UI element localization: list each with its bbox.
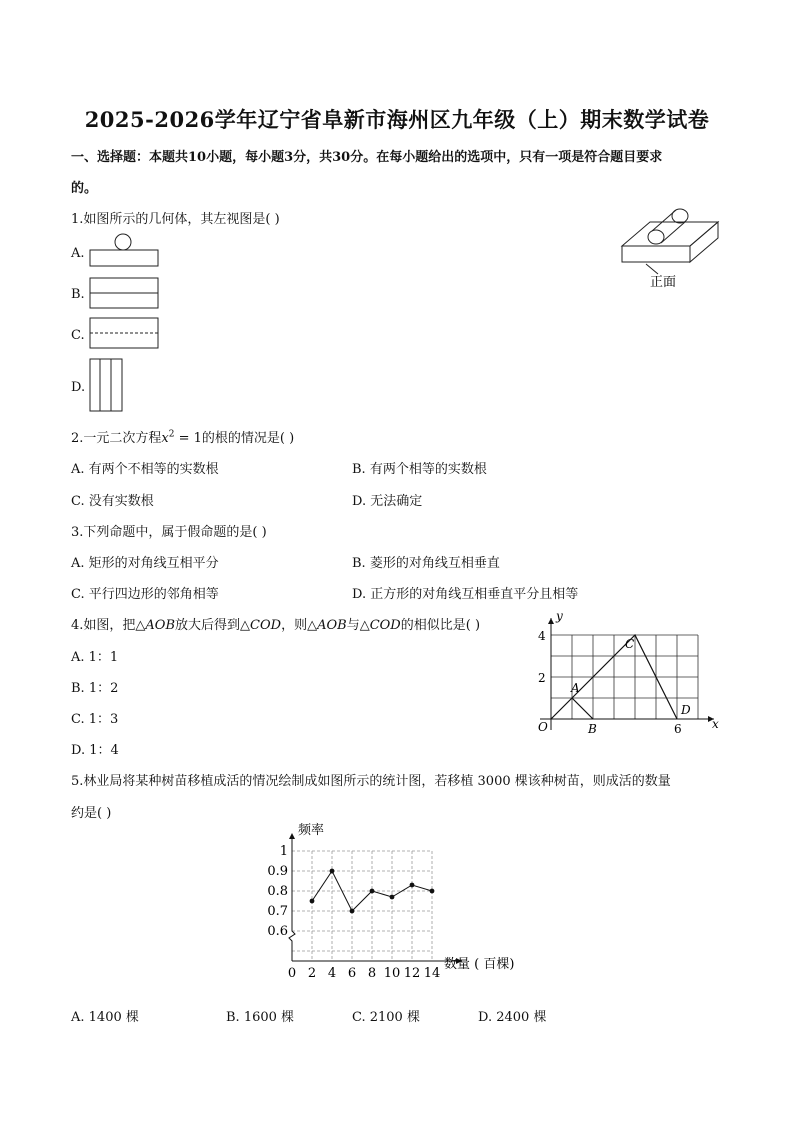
q1-option-d-figure xyxy=(88,357,128,415)
x-axis-label: x xyxy=(712,717,719,731)
point-a-label: A xyxy=(571,681,580,695)
page-title: 2025-2026学年辽宁省阜新市海州区九年级（上）期末数学试卷 xyxy=(84,107,710,132)
chart-x-tick-label: 10 xyxy=(383,966,401,978)
q4-stem-part4: 与 xyxy=(346,618,360,633)
y-tick-4: 4 xyxy=(538,629,546,643)
q4-option-b: B. 1：2 xyxy=(71,681,119,696)
chart-x-tick-label: 0 xyxy=(287,966,297,978)
chart-data-point xyxy=(310,899,315,904)
q2-stem-prefix: 2.一元二次方程 xyxy=(71,431,162,446)
q5-stem-line1: 5.林业局将某种树苗移植成活的情况绘制成如图所示的统计图，若移植 3000 棵该种树苗，则成活的数量 xyxy=(71,774,671,789)
q5-option-c: C. 2100 棵 xyxy=(352,1010,420,1025)
q2-stem-suffix: 的根的情况是( ) xyxy=(201,431,295,446)
q4-stem-part2: 放大后得到 xyxy=(175,618,241,633)
q5-option-b: B. 1600 棵 xyxy=(226,1010,295,1025)
chart-x-tick-label: 8 xyxy=(367,966,377,978)
q5-option-d: D. 2400 棵 xyxy=(478,1010,547,1025)
chart-data-point xyxy=(350,909,355,914)
q4-stem xyxy=(71,614,480,633)
y-tick-2: 2 xyxy=(538,671,546,685)
q3-stem: 3.下列命题中，属于假命题的是( ) xyxy=(71,525,267,540)
q2-option-b: B. 有两个相等的实数根 xyxy=(352,462,487,477)
q3-option-d: D. 正方形的对角线互相垂直平分且相等 xyxy=(352,587,579,602)
q1-option-a-label: A. xyxy=(71,246,85,261)
q3-option-a: A. 矩形的对角线互相平分 xyxy=(71,556,219,571)
section-header-line2: 的。 xyxy=(71,181,98,196)
q4-triangle-cod: △COD xyxy=(240,618,282,633)
q4-stem-part1: 4.如图，把 xyxy=(71,618,136,633)
chart-x-tick-label: 2 xyxy=(307,966,317,978)
chart-y-tick-label: 1 xyxy=(279,844,288,859)
front-label: 正面 xyxy=(650,275,677,290)
q4-coordinate-figure xyxy=(530,610,730,765)
q3-option-b: B. 菱形的对角线互相垂直 xyxy=(352,556,500,571)
q1-option-b-figure xyxy=(88,276,162,310)
q5-frequency-chart xyxy=(262,818,542,978)
chart-data-point xyxy=(330,869,335,874)
q1-option-d-label: D. xyxy=(71,380,86,395)
origin-label: O xyxy=(538,720,548,734)
q4-stem-part5: 的相似比是( ) xyxy=(400,618,481,633)
q1-solid-figure xyxy=(610,200,730,290)
q1-option-a-figure xyxy=(88,232,162,270)
q2-math-x: x xyxy=(161,431,169,446)
chart-y-label: 频率 xyxy=(298,823,325,838)
q2-math-exp: 2 xyxy=(168,429,175,440)
q2-option-d: D. 无法确定 xyxy=(352,494,423,509)
point-b-label: B xyxy=(588,722,597,736)
chart-x-tick-label: 12 xyxy=(403,966,421,978)
q4-triangle-aob-2: △AOB xyxy=(307,618,347,633)
q2-option-c: C. 没有实数根 xyxy=(71,494,154,509)
chart-data-point xyxy=(390,895,395,900)
q1-option-c-label: C. xyxy=(71,328,85,343)
q1-stem: 1.如图所示的几何体，其左视图是( ) xyxy=(71,212,280,227)
q4-option-c: C. 1：3 xyxy=(71,712,119,727)
chart-y-tick-label: 0.8 xyxy=(267,884,288,899)
q2-option-a: A. 有两个不相等的实数根 xyxy=(71,462,219,477)
section-header-line1: 一、选择题：本题共10小题，每小题3分，共30分。在每小题给出的选项中，只有一项是符合题目要求 xyxy=(71,150,663,165)
chart-data-point xyxy=(370,889,375,894)
point-c-label: C xyxy=(625,637,635,651)
chart-x-tick-label: 6 xyxy=(347,966,357,978)
q1-option-c-figure xyxy=(88,316,162,350)
point-d-label: D xyxy=(681,703,691,717)
q3-option-c: C. 平行四边形的邻角相等 xyxy=(71,587,219,602)
chart-y-tick-label: 0.7 xyxy=(267,904,288,919)
q4-option-d: D. 1：4 xyxy=(71,743,119,758)
chart-data-point xyxy=(430,889,435,894)
q5-stem-line2: 约是( ) xyxy=(71,806,112,821)
q2-math-eq: = 1 xyxy=(174,431,202,446)
y-axis-label: y xyxy=(556,610,563,623)
q4-triangle-aob: △AOB xyxy=(135,618,176,633)
chart-y-tick-label: 0.6 xyxy=(267,924,288,939)
chart-y-arrow xyxy=(289,833,295,839)
q2-stem xyxy=(71,427,294,446)
chart-x-label: 数量 ( 百棵) xyxy=(444,957,515,972)
chart-x-tick-label: 14 xyxy=(423,966,441,978)
chart-y-axis xyxy=(289,839,295,961)
x-tick-6: 6 xyxy=(674,722,682,736)
q4-triangle-cod-2: △COD xyxy=(359,618,401,633)
q5-option-a: A. 1400 棵 xyxy=(71,1010,139,1025)
q4-stem-part3: ，则 xyxy=(281,618,308,633)
q1-option-b-label: B. xyxy=(71,287,85,302)
q4-option-a: A. 1：1 xyxy=(71,650,119,665)
chart-data-point xyxy=(410,883,415,888)
chart-x-tick-label: 4 xyxy=(327,966,337,978)
chart-y-tick-label: 0.9 xyxy=(267,864,288,879)
